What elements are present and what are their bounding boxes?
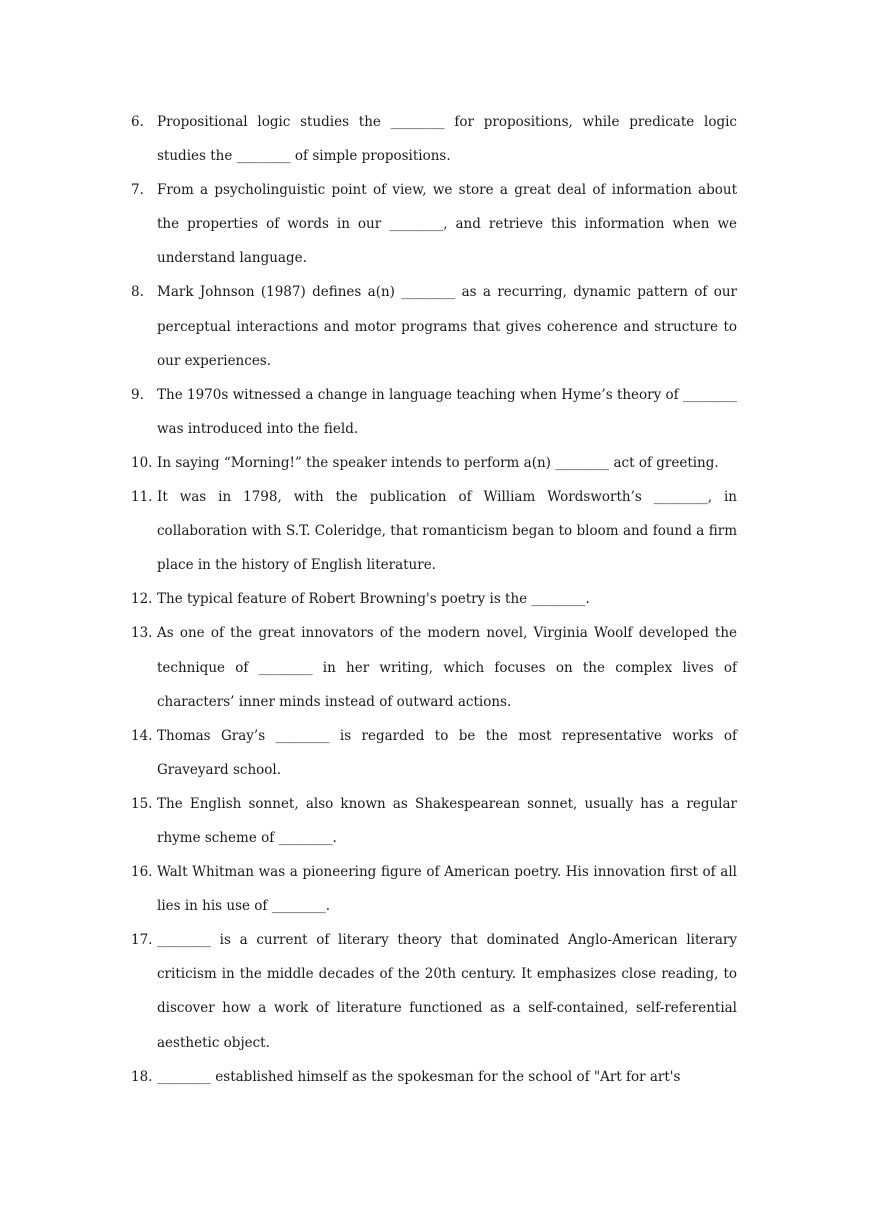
question-text: Propositional logic studies the ________ for propositions, while predicate logic studies the ________ of simple propositions.	[157, 114, 737, 165]
question-text: As one of the great innovators of the modern novel, Virginia Woolf developed the technique of ________ in her writing, which focuses on the complex lives of characters’ inner minds instead of outward actions.	[157, 625, 737, 710]
question-number: 10.	[131, 454, 153, 471]
question-number: 6.	[131, 114, 144, 130]
question-item	[131, 719, 737, 787]
question-list	[131, 105, 737, 1094]
question-item	[131, 616, 737, 718]
question-number: 13.	[131, 625, 153, 642]
question-number: 7.	[131, 182, 144, 199]
question-text: ________ established himself as the spokesman for the school of "Art for art's	[157, 1068, 681, 1085]
question-text: Mark Johnson (1987) defines a(n) ________ as a recurring, dynamic pattern of our perceptual interactions and motor programs that gives coherence and structure to our experiences.	[157, 284, 737, 369]
question-text: Thomas Gray’s ________ is regarded to be the most representative works of Graveyard school.	[157, 727, 737, 778]
question-text: The 1970s witnessed a change in language teaching when Hyme’s theory of ________ was introduced into the field.	[157, 386, 737, 437]
question-item	[131, 1060, 737, 1094]
question-text: Walt Whitman was a pioneering figure of American poetry. His innovation first of all lies in his use of ________.	[157, 864, 737, 915]
question-item	[131, 787, 737, 855]
question-text: ________ is a current of literary theory that dominated Anglo-American literary criticism in the middle decades of the 20th century. It emphasizes close reading, to discover how a work of literature functioned as a self-contained, self-referential aesthetic object.	[157, 932, 737, 1051]
question-number: 8.	[131, 284, 144, 301]
question-number: 9.	[131, 386, 144, 403]
question-text: In saying “Morning!” the speaker intends to perform a(n) ________ act of greeting.	[157, 454, 719, 471]
question-item	[131, 855, 737, 923]
question-number: 17.	[131, 932, 153, 949]
question-item	[131, 105, 737, 173]
question-number: 12.	[131, 591, 153, 608]
question-number: 11.	[131, 489, 153, 506]
question-item	[131, 480, 737, 582]
question-text: The English sonnet, also known as Shakespearean sonnet, usually has a regular rhyme scheme of ________.	[157, 795, 737, 846]
question-item	[131, 378, 737, 446]
question-item	[131, 446, 737, 480]
question-item	[131, 173, 737, 275]
question-text: From a psycholinguistic point of view, we store a great deal of information about the properties of words in our ________, and retrieve this information when we understand language.	[157, 182, 737, 267]
question-item	[131, 923, 737, 1059]
question-text: The typical feature of Robert Browning's poetry is the ________.	[157, 591, 590, 608]
question-number: 14.	[131, 727, 153, 744]
question-number: 15.	[131, 795, 153, 812]
question-item	[131, 582, 737, 616]
question-text: It was in 1798, with the publication of William Wordsworth’s ________, in collaboration with S.T. Coleridge, that romanticism began to bloom and found a firm place in the history of English literature.	[157, 489, 737, 574]
question-number: 18.	[131, 1068, 153, 1085]
question-item	[131, 275, 737, 377]
question-number: 16.	[131, 864, 153, 881]
